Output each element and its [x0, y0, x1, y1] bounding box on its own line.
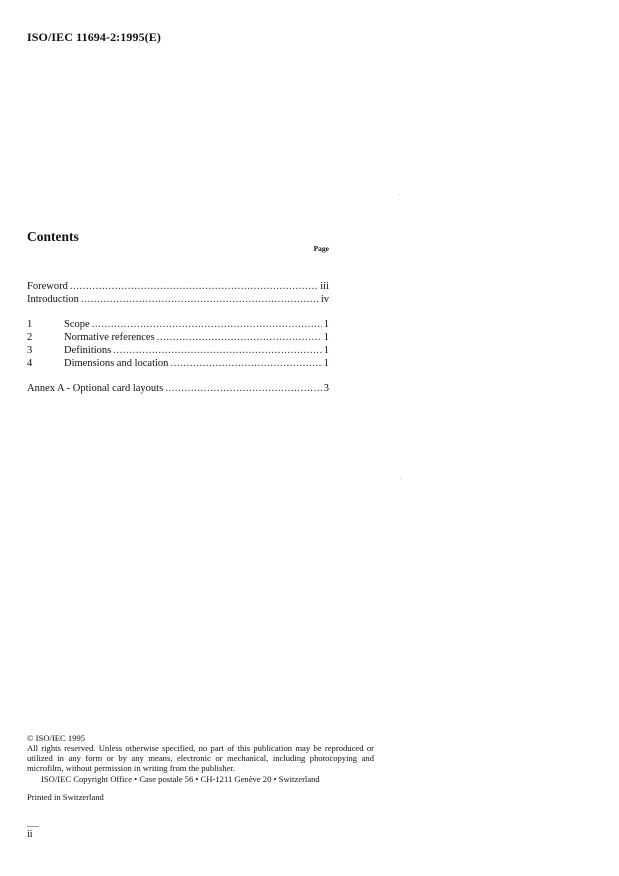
scan-speck: [400, 478, 401, 479]
toc-entry-clause-3[interactable]: [27, 344, 329, 357]
toc-entry-foreword[interactable]: [27, 280, 329, 293]
toc-clause-number: 2: [27, 332, 33, 343]
contents-heading: Contents: [27, 229, 79, 244]
page-number: ii: [27, 829, 33, 840]
toc-entry-page: iii: [320, 281, 329, 292]
toc-entry-title: Dimensions and location: [64, 358, 169, 369]
toc-entry-title: Normative references: [64, 332, 155, 343]
toc-entry-title: Introduction: [27, 294, 79, 305]
toc-entry-clause-4[interactable]: [27, 357, 329, 370]
copyright-rights-statement: All rights reserved. Unless otherwise specified, no part of this publication may be reproduced or utilized in any form or by any means, electronic or mechanical, including photocopying and microfilm, without permission in writing from the publisher.: [27, 743, 374, 773]
toc-entry-clause-2[interactable]: [27, 331, 329, 344]
toc-entry-page: 1: [323, 319, 329, 330]
toc-clause-number: 1: [27, 319, 33, 330]
copyright-block: [27, 733, 374, 802]
standard-identifier: ISO/IEC 11694-2:1995(E): [27, 30, 161, 44]
copyright-notice: © ISO/IEC 1995: [27, 733, 86, 743]
toc-entry-page: iv: [320, 294, 329, 305]
toc-entry-title: Foreword: [27, 281, 68, 292]
toc-entry-title: Definitions: [64, 345, 112, 356]
toc-entry-page: 1: [323, 358, 329, 369]
toc-leader-dots: [81, 293, 319, 306]
toc-clause-number: 3: [27, 345, 33, 356]
toc-leader-dots: [157, 331, 322, 344]
toc-entry-clause-1[interactable]: [27, 318, 329, 331]
toc-entry-title: Annex A - Optional card layouts: [27, 383, 164, 394]
copyright-office-address: ISO/IEC Copyright Office • Case postale 56 • CH-1211 Genève 20 • Switzerland: [41, 774, 320, 784]
toc-leader-dots: [113, 344, 322, 357]
toc-entry-page: 3: [323, 383, 329, 394]
toc-entry-title: Scope: [64, 319, 90, 330]
toc-leader-dots: [165, 382, 322, 395]
page-column-label: Page: [313, 244, 329, 253]
toc-leader-dots: [170, 357, 321, 370]
toc-entry-annex-a[interactable]: [27, 382, 329, 395]
toc-clause-number: 4: [27, 358, 33, 369]
footer-rule: [27, 826, 39, 827]
toc-entry-introduction[interactable]: [27, 293, 329, 306]
printed-in-statement: Printed in Switzerland: [27, 792, 104, 802]
scan-speck: [399, 194, 400, 195]
toc-entry-page: 1: [323, 332, 329, 343]
toc-leader-dots: [92, 318, 322, 331]
toc-leader-dots: [70, 280, 318, 293]
toc-entry-page: 1: [323, 345, 329, 356]
